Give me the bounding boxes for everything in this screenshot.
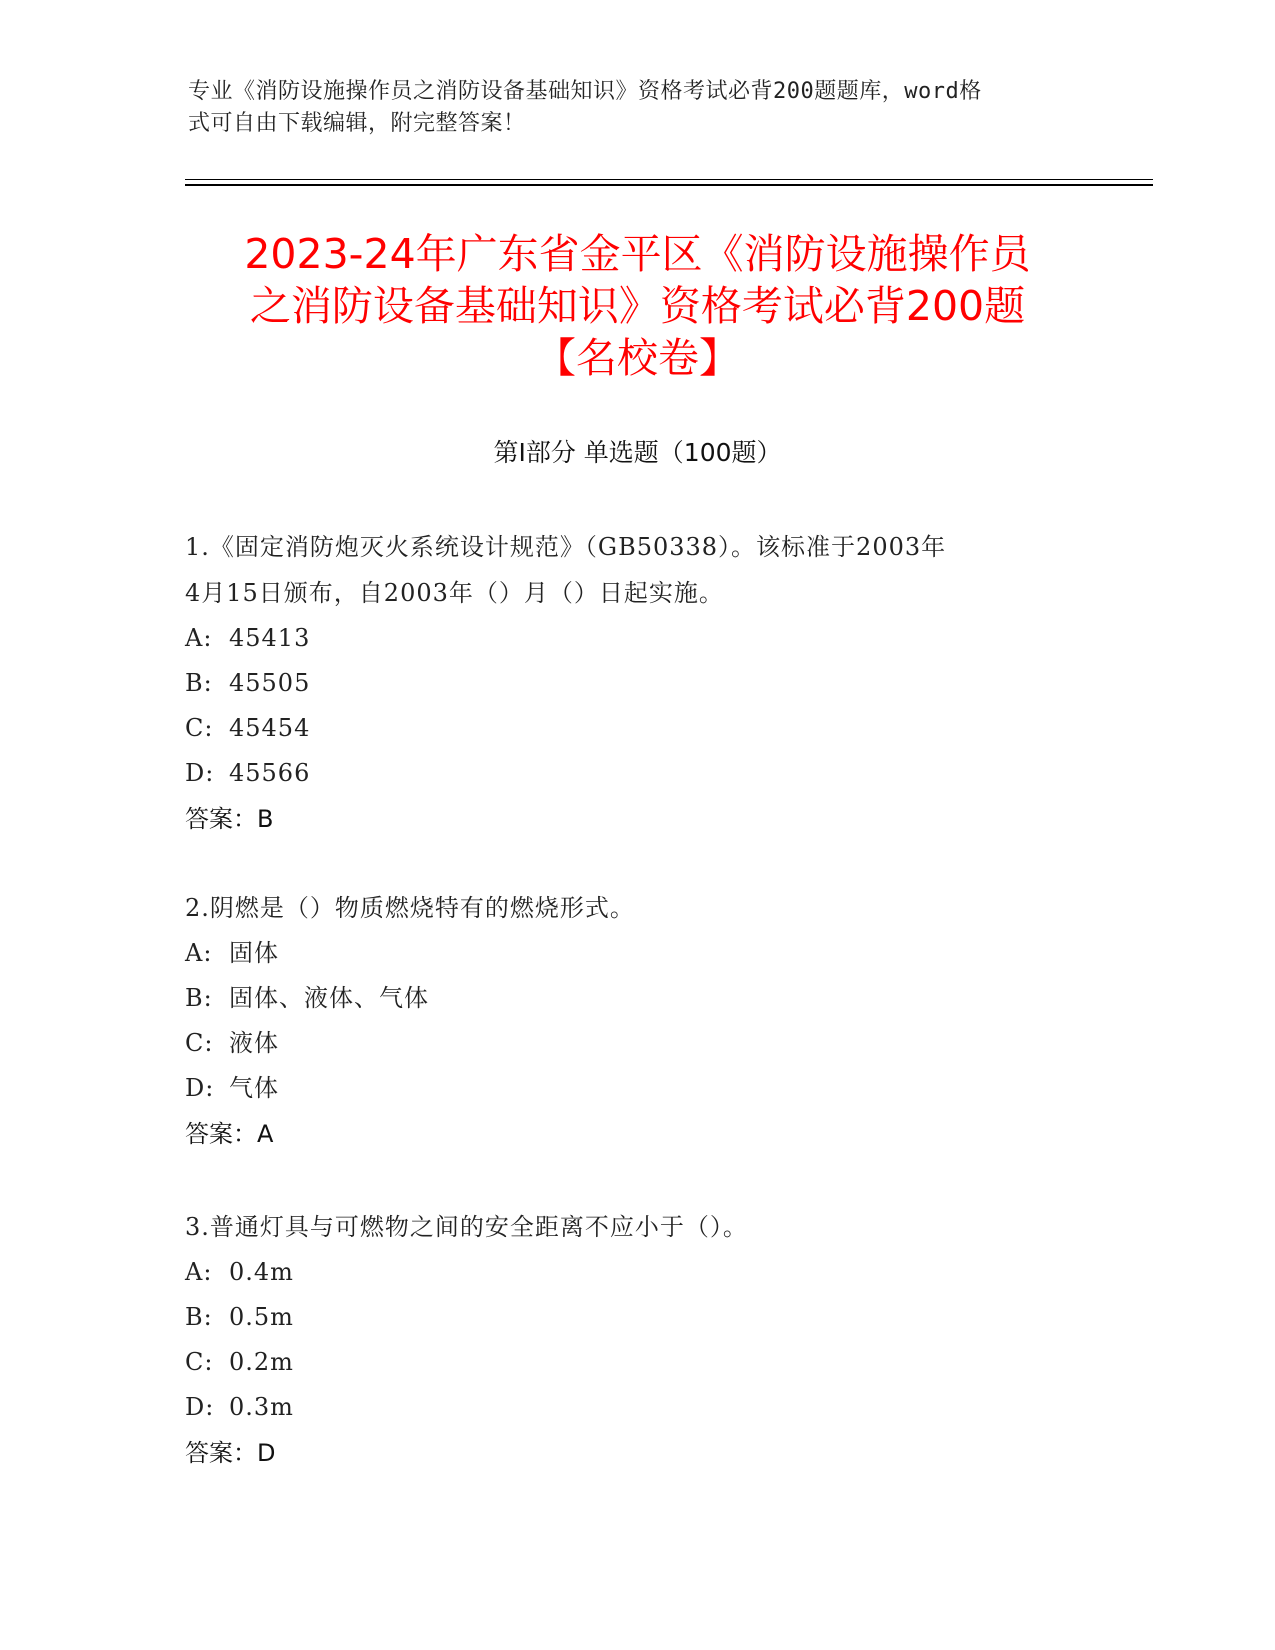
option-b xyxy=(185,1295,1085,1340)
question-stem: 3.普通灯具与可燃物之间的安全距离不应小于（）。 xyxy=(185,1213,748,1241)
option-text: 气体 xyxy=(229,1074,279,1102)
header-note xyxy=(188,76,1068,140)
option-key: D: xyxy=(185,1074,215,1102)
option-key: B: xyxy=(185,984,213,1012)
option-key: C: xyxy=(185,1348,214,1376)
option-c xyxy=(185,1021,1085,1066)
option-b xyxy=(185,661,1085,706)
question-2 xyxy=(185,885,1085,1157)
option-c xyxy=(185,1340,1085,1385)
option-key: B: xyxy=(185,1303,213,1331)
header-divider-thick xyxy=(185,184,1153,186)
answer: 答案：A xyxy=(185,1120,274,1148)
section-heading: 第Ⅰ部分 单选题（100题） xyxy=(493,438,782,467)
header-divider-thin xyxy=(185,179,1153,180)
option-a xyxy=(185,1250,1085,1295)
option-d xyxy=(185,751,1085,796)
document-title xyxy=(175,228,1100,384)
answer: 答案：B xyxy=(185,805,274,833)
option-text: 45454 xyxy=(229,714,311,742)
option-text: 0.5m xyxy=(229,1303,294,1331)
option-text: 固体、液体、气体 xyxy=(229,984,429,1012)
option-key: D: xyxy=(185,759,215,787)
option-key: D: xyxy=(185,1393,215,1421)
option-key: A: xyxy=(185,939,213,967)
option-d xyxy=(185,1066,1085,1111)
title-line: 【名校卷】 xyxy=(535,334,740,382)
option-text: 45413 xyxy=(229,624,311,652)
option-text: 0.3m xyxy=(229,1393,294,1421)
question-3 xyxy=(185,1204,1085,1476)
header-note-line: 专业《消防设施操作员之消防设备基础知识》资格考试必背200题题库，word格 xyxy=(188,79,982,104)
option-key: A: xyxy=(185,1258,213,1286)
question-stem: 2.阴燃是（）物质燃烧特有的燃烧形式。 xyxy=(185,894,635,922)
header-note-line: 式可自由下载编辑，附完整答案！ xyxy=(188,111,526,136)
option-c xyxy=(185,706,1085,751)
option-b xyxy=(185,976,1085,1021)
question-stem: 1.《固定消防炮灭火系统设计规范》（GB50338）。该标准于2003年 xyxy=(185,533,947,561)
option-text: 0.4m xyxy=(229,1258,294,1286)
option-text: 45566 xyxy=(229,759,311,787)
answer: 答案：D xyxy=(185,1439,276,1467)
option-text: 45505 xyxy=(229,669,311,697)
option-key: A: xyxy=(185,624,213,652)
option-d xyxy=(185,1385,1085,1430)
option-key: C: xyxy=(185,714,214,742)
option-a xyxy=(185,616,1085,661)
option-key: B: xyxy=(185,669,213,697)
option-text: 0.2m xyxy=(229,1348,294,1376)
question-stem: 4月15日颁布，自2003年（）月（）日起实施。 xyxy=(185,579,724,607)
option-text: 液体 xyxy=(229,1029,279,1057)
option-key: C: xyxy=(185,1029,214,1057)
question-1 xyxy=(185,524,1085,842)
option-a xyxy=(185,931,1085,976)
option-text: 固体 xyxy=(229,939,279,967)
title-line: 之消防设备基础知识》资格考试必背200题 xyxy=(249,282,1026,330)
title-line: 2023-24年广东省金平区《消防设施操作员 xyxy=(244,230,1031,278)
